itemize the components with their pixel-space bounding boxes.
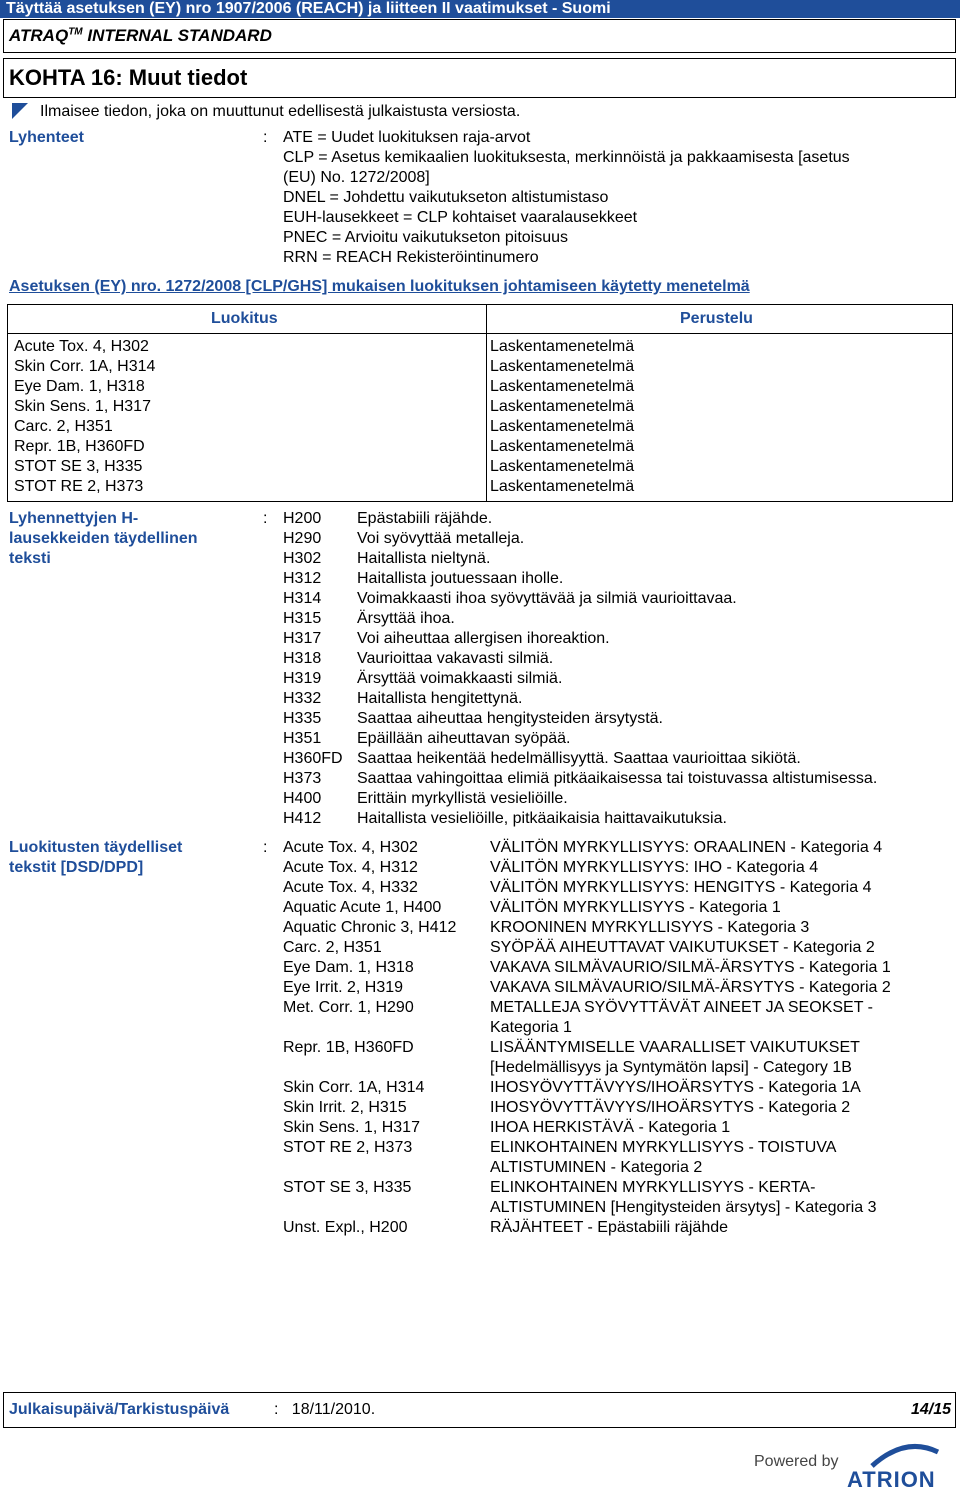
classification-row — [283, 998, 891, 1038]
classification-row — [283, 858, 891, 878]
classification-text — [490, 1078, 861, 1098]
classification-text-line: KROONINEN MYRKYLLISYYS - Kategoria 3 — [490, 919, 810, 936]
classification-text — [490, 958, 891, 978]
classification-row — [283, 1178, 891, 1218]
h-statement-code: H360FD — [283, 750, 343, 767]
footer-date: : 18/11/2010. — [274, 1401, 376, 1418]
section-title-box — [3, 58, 956, 98]
logo-swoosh-icon — [870, 1442, 940, 1468]
table-header-basis: Perustelu — [680, 310, 753, 327]
h-statement-text: Saattaa aiheuttaa hengitysteiden ärsytystä. — [357, 710, 663, 727]
classification-text — [490, 1098, 850, 1118]
classification-code: Acute Tox. 4, H332 — [283, 879, 418, 896]
classification-row — [283, 958, 891, 978]
classification-code: Skin Corr. 1A, H314 — [283, 1079, 425, 1096]
h-statement-row — [283, 809, 877, 829]
table-basis-cell: Laskentamenetelmä — [490, 338, 635, 355]
classification-text — [490, 898, 781, 918]
h-statement-text: Ärsyttää ihoa. — [357, 610, 455, 627]
classification-row — [283, 1218, 891, 1238]
classification-text-line: ELINKOHTAINEN MYRKYLLISYYS - KERTA- — [490, 1179, 816, 1196]
classification-row — [283, 938, 891, 958]
classification-code: Skin Sens. 1, H317 — [283, 1119, 420, 1136]
clp-method-heading: Asetuksen (EY) nro. 1272/2008 [CLP/GHS] mukaisen luokituksen johtamiseen käytetty menetelmä — [9, 278, 750, 295]
page-number: 14/15 — [910, 1401, 951, 1418]
classification-code: Acute Tox. 4, H312 — [283, 859, 418, 876]
h-statement-text: Vaurioittaa vakavasti silmiä. — [357, 650, 554, 667]
abbreviations-label: Lyhenteet — [9, 129, 84, 146]
h-statement-text: Epäillään aiheuttavan syöpää. — [357, 730, 571, 747]
table-basis-cell: Laskentamenetelmä — [490, 458, 635, 475]
h-statement-code: H332 — [283, 690, 322, 707]
classification-text-line: SYÖPÄÄ AIHEUTTAVAT VAIKUTUKSET - Kategoria 2 — [490, 939, 875, 956]
h-statement-row — [283, 709, 877, 729]
h-statement-row — [283, 509, 877, 529]
h-statement-row — [283, 669, 877, 689]
table-classification-cell: Skin Sens. 1, H317 — [14, 398, 151, 415]
classification-row — [283, 978, 891, 998]
h-statement-code: H351 — [283, 730, 322, 747]
classification-row — [283, 1078, 891, 1098]
h-statement-text: Epästabiili räjähde. — [357, 510, 493, 527]
h-statement-row — [283, 589, 877, 609]
table-classification-cell: Eye Dam. 1, H318 — [14, 378, 145, 395]
h-statement-text: Haitallista nieltynä. — [357, 550, 491, 567]
classification-text-line: METALLEJA SYÖVYTTÄVÄT AINEET JA SEOKSET - — [490, 999, 873, 1016]
h-statements-label-line: Lyhennettyjen H- — [9, 510, 139, 527]
classifications-label — [9, 838, 182, 878]
h-statement-row — [283, 549, 877, 569]
classification-text-line: VÄLITÖN MYRKYLLISYYS: HENGITYS - Kategoria 4 — [490, 879, 872, 896]
h-statement-code: H317 — [283, 630, 322, 647]
classification-text-line: ALTISTUMINEN [Hengitysteiden ärsytys] - Kategoria 3 — [490, 1199, 877, 1216]
h-statement-text: Haitallista joutuessaan iholle. — [357, 570, 564, 587]
table-basis-cell: Laskentamenetelmä — [490, 478, 635, 495]
classification-code: Eye Dam. 1, H318 — [283, 959, 414, 976]
table-basis-cell: Laskentamenetelmä — [490, 418, 635, 435]
h-statement-code: H302 — [283, 550, 322, 567]
classification-code: Carc. 2, H351 — [283, 939, 382, 956]
h-statement-row — [283, 789, 877, 809]
section-title: KOHTA 16: Muut tiedot — [9, 65, 248, 90]
classification-code: Aquatic Acute 1, H400 — [283, 899, 442, 916]
classification-text-line: IHOA HERKISTÄVÄ - Kategoria 1 — [490, 1119, 731, 1136]
classification-text-line: VÄLITÖN MYRKYLLISYYS - Kategoria 1 — [490, 899, 781, 916]
h-statement-text: Voi aiheuttaa allergisen ihoreaktion. — [357, 630, 610, 647]
classification-text — [490, 1118, 730, 1138]
classification-code: Met. Corr. 1, H290 — [283, 999, 414, 1016]
brand-name: ATRION — [847, 1467, 936, 1492]
abbreviation-line: PNEC = Arvioitu vaikutukseton pitoisuus — [283, 229, 569, 246]
classification-code: Eye Irrit. 2, H319 — [283, 979, 404, 996]
classification-code: STOT SE 3, H335 — [283, 1179, 412, 1196]
classification-text-line: Kategoria 1 — [490, 1019, 572, 1036]
classification-text-line: LISÄÄNTYMISELLE VAARALLISET VAIKUTUKSET — [490, 1039, 860, 1056]
classification-text — [490, 858, 818, 878]
abbreviation-line: DNEL = Johdettu vaikutukseton altistumistaso — [283, 189, 609, 206]
table-header-divider — [8, 333, 952, 334]
h-statement-row — [283, 609, 877, 629]
classification-text — [490, 938, 875, 958]
classification-code: Aquatic Chronic 3, H412 — [283, 919, 457, 936]
table-classification-cell: Skin Corr. 1A, H314 — [14, 358, 156, 375]
h-statement-code: H335 — [283, 710, 322, 727]
classifications-colon: : — [263, 839, 268, 856]
classification-code: STOT RE 2, H373 — [283, 1139, 413, 1156]
h-statement-code: H318 — [283, 650, 322, 667]
table-classification-cell: Carc. 2, H351 — [14, 418, 113, 435]
change-marker-icon — [12, 103, 28, 119]
table-basis-cell: Laskentamenetelmä — [490, 378, 635, 395]
h-statement-row — [283, 529, 877, 549]
h-statement-code: H400 — [283, 790, 322, 807]
classification-text-line: ALTISTUMINEN - Kategoria 2 — [490, 1159, 703, 1176]
table-classification-cell: Acute Tox. 4, H302 — [14, 338, 149, 355]
abbreviation-line: EUH-lausekkeet = CLP kohtaiset vaaralausekkeet — [283, 209, 638, 226]
h-statement-row — [283, 569, 877, 589]
classification-code: Skin Irrit. 2, H315 — [283, 1099, 407, 1116]
classification-text-line: IHOSYÖVYTTÄVYYS/IHOÄRSYTYS - Kategoria 1A — [490, 1079, 861, 1096]
h-statement-row — [283, 749, 877, 769]
h-statement-text: Haitallista vesieliöille, pitkäaikaisia haittavaikutuksia. — [357, 810, 727, 827]
abbreviation-line: CLP = Asetus kemikaalien luokituksesta, merkinnöistä ja pakkaamisesta [asetus — [283, 149, 850, 166]
classifications-label-line: Luokitusten täydelliset — [9, 839, 183, 856]
classification-table — [7, 304, 953, 502]
h-statement-text: Erittäin myrkyllistä vesieliöille. — [357, 790, 568, 807]
footer-date-label: Julkaisupäivä/Tarkistuspäivä — [9, 1401, 230, 1418]
abbreviation-line: ATE = Uudet luokituksen raja-arvot — [283, 129, 531, 146]
abbreviation-line: RRN = REACH Rekisteröintinumero — [283, 249, 539, 266]
h-statement-text: Voi syövyttää metalleja. — [357, 530, 525, 547]
classification-text — [490, 1138, 836, 1178]
classification-row — [283, 838, 891, 858]
classification-text — [490, 998, 873, 1038]
atrion-logo — [752, 1442, 957, 1492]
classification-text-line: [Hedelmällisyys ja Syntymätön lapsi] - Category 1B — [490, 1059, 852, 1076]
classification-text-line: VÄLITÖN MYRKYLLISYYS: ORAALINEN - Kategoria 4 — [490, 839, 883, 856]
classification-text-line: ELINKOHTAINEN MYRKYLLISYYS - TOISTUVA — [490, 1139, 837, 1156]
table-basis-cell: Laskentamenetelmä — [490, 358, 635, 375]
h-statement-row — [283, 649, 877, 669]
classification-text — [490, 978, 891, 998]
classification-text-line: VAKAVA SILMÄVAURIO/SILMÄ-ÄRSYTYS - Kategoria 1 — [490, 959, 891, 976]
classification-text-line: RÄJÄHTEET - Epästabiili räjähde — [490, 1219, 729, 1236]
powered-by-text: Powered by — [754, 1453, 839, 1470]
classification-text — [490, 1218, 728, 1238]
standard-name: ATRAQ™ INTERNAL STANDARD — [9, 26, 272, 45]
classification-row — [283, 1118, 891, 1138]
classification-code: Acute Tox. 4, H302 — [283, 839, 418, 856]
classification-row — [283, 878, 891, 898]
h-statement-text: Saattaa heikentää hedelmällisyyttä. Saattaa vaurioittaa sikiötä. — [357, 750, 801, 767]
table-classification-cell: STOT RE 2, H373 — [14, 478, 144, 495]
h-statements-colon: : — [263, 510, 268, 527]
h-statement-row — [283, 629, 877, 649]
table-basis-cell: Laskentamenetelmä — [490, 398, 635, 415]
h-statements-list — [283, 509, 877, 829]
h-statement-code: H373 — [283, 770, 322, 787]
classification-code: Unst. Expl., H200 — [283, 1219, 408, 1236]
h-statements-label-line: teksti — [9, 550, 51, 567]
h-statement-code: H315 — [283, 610, 322, 627]
abbreviations-colon: : — [263, 129, 268, 146]
table-basis-column — [490, 337, 634, 497]
table-classification-cell: STOT SE 3, H335 — [14, 458, 143, 475]
table-header-classification: Luokitus — [211, 310, 278, 327]
h-statement-text: Voimakkaasti ihoa syövyttävää ja silmiä vaurioittavaa. — [357, 590, 737, 607]
classifications-label-line: tekstit [DSD/DPD] — [9, 859, 144, 876]
footer-box — [3, 1392, 956, 1428]
h-statements-label-line: lausekkeiden täydellinen — [9, 530, 198, 547]
h-statement-text: Haitallista hengitettynä. — [357, 690, 523, 707]
classification-code: Repr. 1B, H360FD — [283, 1039, 414, 1056]
table-classification-cell: Repr. 1B, H360FD — [14, 438, 145, 455]
classification-text-line: VAKAVA SILMÄVAURIO/SILMÄ-ÄRSYTYS - Kategoria 2 — [490, 979, 891, 996]
classification-text — [490, 918, 809, 938]
abbreviations-list — [283, 128, 850, 268]
change-note: Ilmaisee tiedon, joka on muuttunut edellisestä julkaistusta versiosta. — [40, 103, 521, 120]
h-statement-text: Saattaa vahingoittaa elimiä pitkäaikaisessa tai toistuvassa altistumisessa. — [357, 770, 878, 787]
classification-text-line: IHOSYÖVYTTÄVYYS/IHOÄRSYTYS - Kategoria 2 — [490, 1099, 851, 1116]
classification-text-line: VÄLITÖN MYRKYLLISYYS: IHO - Kategoria 4 — [490, 859, 819, 876]
classification-text — [490, 878, 871, 898]
classification-text — [490, 838, 882, 858]
classification-row — [283, 1098, 891, 1118]
h-statement-row — [283, 689, 877, 709]
document-title: Täyttää asetuksen (EY) nro 1907/2006 (REACH) ja liitteen II vaatimukset - Suomi — [6, 0, 611, 17]
h-statement-code: H312 — [283, 570, 322, 587]
abbreviation-line: (EU) No. 1272/2008] — [283, 169, 430, 186]
h-statement-code: H314 — [283, 590, 322, 607]
standard-box — [3, 19, 956, 53]
h-statement-code: H290 — [283, 530, 322, 547]
h-statement-code: H319 — [283, 670, 322, 687]
table-column-divider — [486, 305, 487, 501]
h-statement-row — [283, 769, 877, 789]
classification-row — [283, 918, 891, 938]
h-statement-code: H200 — [283, 510, 322, 527]
table-classification-column — [14, 337, 155, 497]
classifications-list — [283, 838, 891, 1238]
classification-row — [283, 898, 891, 918]
h-statement-code: H412 — [283, 810, 322, 827]
table-basis-cell: Laskentamenetelmä — [490, 438, 635, 455]
document-title-bar — [0, 0, 960, 18]
classification-text — [490, 1178, 877, 1218]
classification-text — [490, 1038, 860, 1078]
h-statements-label — [9, 509, 198, 569]
h-statement-text: Ärsyttää voimakkaasti silmiä. — [357, 670, 563, 687]
h-statement-row — [283, 729, 877, 749]
classification-row — [283, 1138, 891, 1178]
classification-row — [283, 1038, 891, 1078]
